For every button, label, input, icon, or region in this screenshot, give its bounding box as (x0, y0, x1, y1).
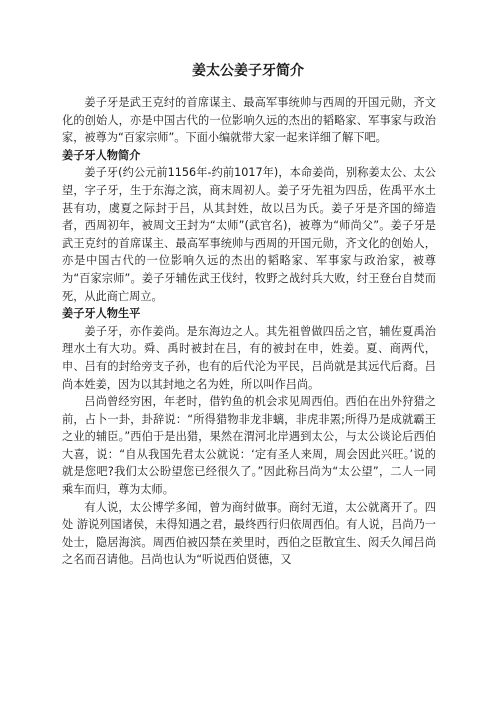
life-paragraph-2: 吕尚曾经穷困，年老时，借钓鱼的机会求见周西伯。西伯在出外狩猎之前，占卜一卦，卦辞说：“所得猎物非龙非螭，非虎非罴;所得乃是成就霸王之业的辅臣。”西伯于是出猎，果然在渭河北岸遇到太公，与太公谈论后西伯大喜，说：“自从我国先君太公就说：‘定有圣人来周，周会因此兴旺。’说的就是您吧?我们太公盼望您已经很久了。”因此称吕尚为“太公望”，二人一同乘车而归，尊为太师。 (62, 395, 436, 497)
article-body (62, 94, 436, 569)
bio-paragraph: 姜子牙(约公元前1156年-约前1017年)，本命姜尚，别称姜太公、太公望，字子牙，生于东海之滨，商末周初人。姜子牙先祖为四岳，佐禹平水土甚有功，虞夏之际封于吕，从其封姓，故以吕为氏。姜子牙是齐国的缔造者，西周初年，被周文王封为“太师”(武官名)，被尊为“师尚父”。姜子牙是武王克纣的首席谋主、最高军事统帅与西周的开国元勋，齐文化的创始人，亦是中国古代的一位影响久远的杰出的韬略家、军事家与政治家，被尊为“百家宗师”。姜子牙辅佐武王伐纣，牧野之战纣兵大败，纣王登台自焚而死，从此商亡周立。 (62, 166, 436, 303)
section-heading-life: 姜子牙人物生平 (62, 307, 141, 321)
section-heading-bio: 姜子牙人物简介 (62, 148, 141, 162)
page-title: 姜太公姜子牙简介 (192, 63, 304, 79)
life-paragraph-3: 有人说，太公博学多闻，曾为商纣做事。商纣无道，太公就离开了。四处 游说列国诸侯，未得知遇之君，最终西行归依周西伯。有人说，吕尚乃一处士，隐居海滨。周西伯被囚禁在羑里时，西伯之臣散宜生、闳夭久闻吕尚之名而召请他。吕尚也认为“听说西伯贤德，又 (62, 500, 436, 567)
intro-paragraph: 姜子牙是武王克纣的首席谋主、最高军事统帅与西周的开国元勋，齐文化的创始人，亦是中国古代的一位影响久远的杰出的韬略家、军事家与政治家，被尊为“百家宗师”。下面小编就带大家一起来详细了解下吧。 (62, 96, 436, 145)
life-paragraph-1: 姜子牙，亦作姜尚。是东海边之人。其先祖曾做四岳之官，辅佐夏禹治理水土有大功。舜、禹时被封在吕，有的被封在申，姓姜。夏、商两代，申、吕有的封给旁支子孙，也有的后代沦为平民，吕尚就是其远代后裔。吕尚本姓姜，因为以其封地之名为姓，所以叫作吕尚。 (62, 324, 436, 391)
